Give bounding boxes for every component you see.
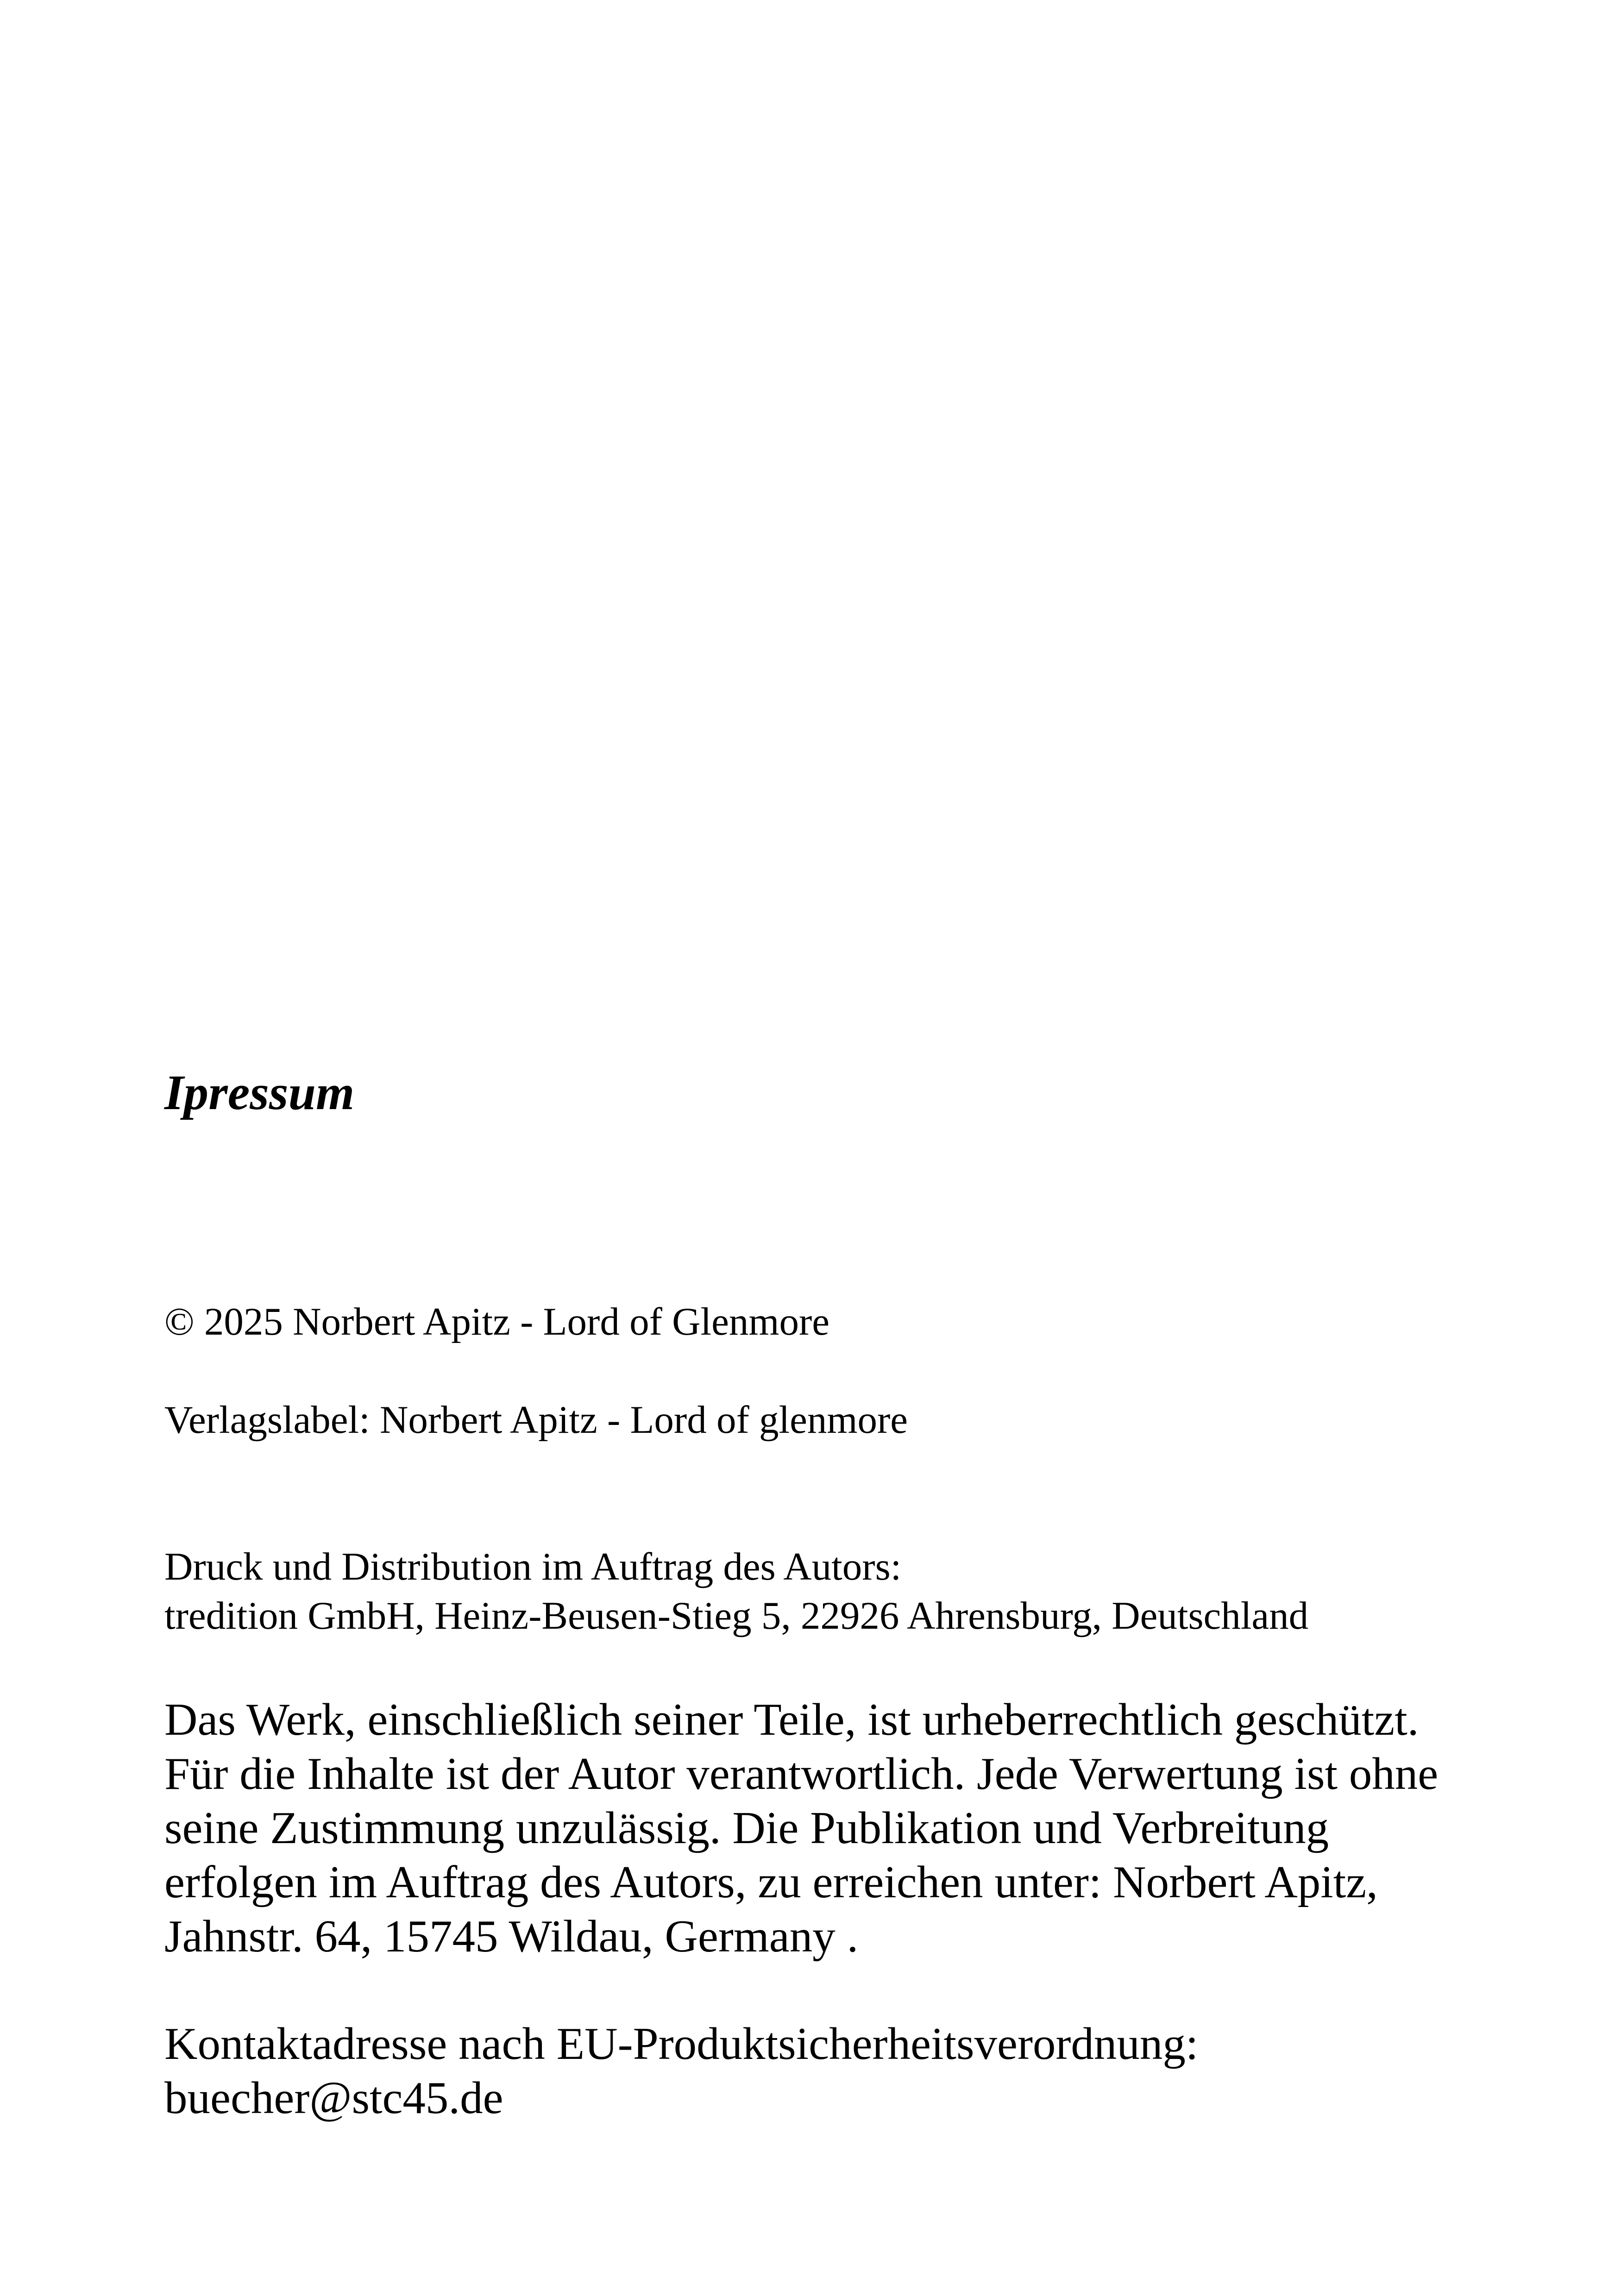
distribution-line: Druck und Distribution im Auftrag des Autors:	[164, 1545, 902, 1588]
publisher-label-line: Verlagslabel: Norbert Apitz - Lord of glenmore	[164, 1398, 908, 1442]
legal-notice-line: seine Zustimmung unzulässig. Die Publikation und Verbreitung	[164, 1803, 1329, 1853]
legal-notice-line: erfolgen im Auftrag des Autors, zu erreichen unter: Norbert Apitz,	[164, 1857, 1378, 1907]
legal-notice-line: Für die Inhalte ist der Autor verantwortlich. Jede Verwertung ist ohne	[164, 1749, 1439, 1799]
legal-notice-line: Das Werk, einschließlich seiner Teile, ist urheberrechtlich geschützt.	[164, 1694, 1419, 1745]
imprint-heading: Ipressum	[164, 1066, 355, 1120]
legal-notice-line: Jahnstr. 64, 15745 Wildau, Germany .	[164, 1911, 859, 1962]
distribution-line: tredition GmbH, Heinz-Beusen-Stieg 5, 22926 Ahrensburg, Deutschland	[164, 1594, 1309, 1637]
contact-email: buecher@stc45.de	[164, 2073, 503, 2123]
contact-block	[164, 2017, 1198, 2125]
contact-label: Kontaktadresse nach EU-Produktsicherheitsverordnung:	[164, 2019, 1199, 2069]
distribution-block	[164, 1542, 1308, 1640]
legal-notice-block	[164, 1693, 1438, 1964]
copyright-line: © 2025 Norbert Apitz - Lord of Glenmore	[164, 1300, 830, 1343]
